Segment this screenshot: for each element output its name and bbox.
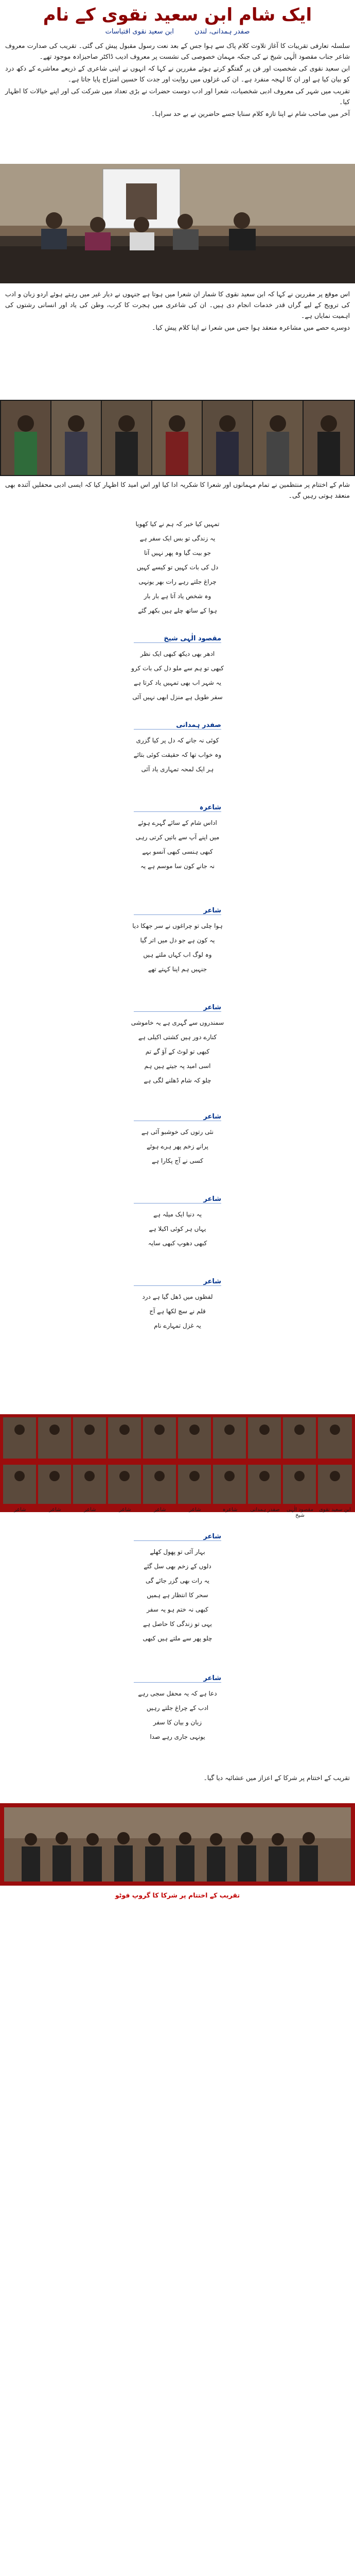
poem-line: ہر ایک لمحہ تمہاری یاد آئی (141, 766, 214, 773)
poem-line: کبھی نہ ختم ہو یہ سفر (147, 1606, 208, 1613)
speakers-grid-photo (0, 1414, 355, 1512)
poem-line: اسی امید پہ جیتے ہیں ہم (144, 1062, 211, 1070)
intro-paragraph: آخر میں صاحب شام نے اپنا تازہ کلام سنایا جسے حاضرین نے بے حد سراہا۔ (151, 110, 350, 117)
poem-line: یہاں ہر کوئی اکیلا ہے (149, 1225, 206, 1232)
poem-line: کبھی ہنسی کبھی آنسو بہے (142, 848, 213, 855)
poem-line: سحر کا انتظار ہے ہمیں (147, 1591, 208, 1599)
closing-paragraph: تقریب کے اختتام پر شرکا کے اعزاز میں عشائیہ دیا گیا۔ (203, 1774, 350, 1782)
poem-line: کنارے دور ہیں کشتی اکیلی ہے (138, 1033, 217, 1041)
poem-line: نئی رتوں کی خوشبو آئی ہے (141, 1128, 214, 1136)
intro-paragraph: تقریب میں شہر کی معروف ادبی شخصیات، شعرا اور ادب دوست حضرات نے بڑی تعداد میں شرکت کی اور اپنے خیالات کا اظہار کیا۔ (5, 87, 350, 106)
poem-line: ہوا کے ساتھ چلے ہیں بکھر گئے (138, 607, 217, 614)
poem-line: دلوں کے زخم بھی سل گئے (144, 1563, 211, 1570)
page-title: ایک شام ابن سعید نقوی کے نام (43, 5, 312, 25)
poet-name: شاعر (134, 1004, 221, 1012)
poet-name: شاعر (134, 1195, 221, 1204)
poem-line: لفظوں میں ڈھل گیا ہے درد (142, 1293, 213, 1300)
intro-paragraph: سلسلہ تعارفی تقریبات کا آغاز تلاوت کلام پاک سے ہوا جس کے بعد نعت رسول مقبول پیش کی گئی۔ تقریب کی صدارت معروف شاعر جناب مقصود الٰہی شیخ نے کی جبکہ مہمان خصوصی کی نشست پر معروف ادیب ڈاکٹر صاحبزادہ موجود تھے۔ (5, 42, 350, 60)
poem-line: سمندروں سے گہری ہے یہ خاموشی (131, 1019, 224, 1026)
group-photo-caption-wrap (5, 1890, 350, 1901)
strip-label: شاعر (49, 1507, 61, 1513)
poem-line: وہ لوگ اب کہاں ملتے ہیں (143, 951, 212, 958)
poem-line: چلو کہ شام ڈھلنے لگی ہے (144, 1077, 211, 1084)
poem-line: نہ جانے کون سا موسم ہے یہ (140, 862, 215, 870)
poem-line: کوئی نہ جانے کہ دل پر کیا گزری (136, 737, 219, 744)
strip-label: شاعر (84, 1507, 96, 1513)
poem-line: سفر طویل ہے منزل ابھی نہیں آئی (132, 693, 223, 701)
poem-line: وہ خواب تھا کہ حقیقت کوئی بتائے (133, 751, 222, 758)
strip-label: شاعر (14, 1507, 26, 1513)
speakers-strip-illustration (0, 400, 355, 476)
mid-text (5, 289, 350, 333)
poem-line: یہ زندگی تو بس ایک سفر ہے (139, 535, 216, 542)
strip-label: شاعر (189, 1507, 201, 1513)
poet-name: شاعر (134, 1533, 221, 1541)
poet-name: شاعرہ (134, 804, 221, 812)
group-photo-caption: تقریب کے اختتام پر شرکا کا گروپ فوٹو (115, 1891, 240, 1899)
poem-line: چلو پھر سے ملتے ہیں کبھی (143, 1635, 212, 1642)
poem-line: ہوا چلی تو چراغوں نے سر جھکا دیا (132, 922, 223, 929)
group-photo-illustration (0, 1803, 355, 1886)
poem-line: کبھی تو ہم سے ملو دل کی بات کرو (131, 665, 224, 672)
speakers-strip-photo (0, 400, 355, 476)
poem-line: قلم نے سچ لکھا ہے آج (149, 1308, 206, 1315)
poet-name: شاعر (134, 1674, 221, 1683)
strip-label: شاعرہ (222, 1507, 238, 1513)
title-wrap (0, 4, 355, 25)
intro-paragraph: ابن سعید نقوی کی شخصیت اور فن پر گفتگو کرتے ہوئے مقررین نے کہا کہ انہوں نے اپنی شاعری کے ذریعے معاشرے کے دکھ درد کو بیان کیا ہے اور ان کا لہجہ منفرد ہے۔ ان کی غزلوں میں روایت اور جدت کا حسین امتزاج پایا جاتا ہے۔ (5, 64, 350, 83)
byline-left: ابن سعید نقوی اقتباسات (105, 28, 174, 36)
mid-paragraph: دوسرے حصے میں مشاعرہ منعقد ہوا جس میں شعرا نے اپنا کلام پیش کیا۔ (152, 324, 350, 331)
poem-line: یونہی جاری رہے صدا (150, 1733, 205, 1740)
strip-label: مقصود الٰہی شیخ (287, 1507, 313, 1518)
poet-name: مقصود الٰہی شیخ (134, 635, 221, 643)
poem-line: کسی نے آج پکارا ہے (152, 1157, 203, 1164)
poet-name: شاعر (134, 907, 221, 915)
byline-right: صفدر ہمدانی، لندن (194, 28, 250, 36)
intro-text (5, 40, 350, 119)
group-photo (0, 1803, 355, 1886)
poet-name: شاعر (134, 1278, 221, 1286)
poem-line: یہ غزل تمہارے نام (154, 1322, 201, 1329)
poem-line: جو بیت گیا وہ پھر نہیں آتا (144, 549, 211, 556)
poem-line: ادھر بھی دیکھ کبھی ایک نظر (140, 650, 215, 657)
poem-line: تمہیں کیا خبر کہ ہم نے کیا کھویا (135, 520, 220, 528)
poem-line: اداس شام کے سائے گہرے ہوئے (138, 819, 217, 826)
poem-line: یہ کون ہے جو دل میں اتر گیا (140, 937, 215, 944)
panel-photo (0, 164, 355, 283)
poem-line: دل کی بات کہیں تو کیسے کہیں (136, 564, 219, 571)
poem-line: چراغ جلتے رہے رات بھر یونہی (138, 578, 217, 585)
late-paragraph: شام کے اختتام پر منتظمین نے تمام مہمانوں اور شعرا کا شکریہ ادا کیا اور اس امید کا اظہار کیا کہ ایسی ادبی محفلیں آئندہ بھی منعقد ہوتی رہیں گی۔ (5, 481, 350, 499)
late-text (5, 479, 350, 501)
strip-label: شاعر (154, 1507, 166, 1513)
strip-label: صفدر ہمدانی (250, 1507, 280, 1513)
panel-photo-illustration (0, 164, 355, 283)
poem-line: ادب کے چراغ جلتے رہیں (146, 1704, 209, 1711)
poem-line: وہ شخص یاد آتا ہے بار بار (144, 592, 211, 600)
poem-line: کبھی تو لوٹ کے آؤ گے تم (145, 1048, 210, 1055)
speakers-grid-illustration (0, 1414, 355, 1512)
mid-paragraph: اس موقع پر مقررین نے کہا کہ ابن سعید نقوی کا شمار ان شعرا میں ہوتا ہے جنہوں نے دیار غیر میں رہتے ہوئے اردو زبان و ادب کی ترویج کے لیے گراں قدر خدمات انجام دی ہیں۔ ان کی شاعری میں ہجرت کا کرب، وطن کی یاد اور انسانی رشتوں کی اہمیت نمایاں ہے۔ (5, 290, 350, 319)
poem-line: جنہیں ہم اپنا کہتے تھے (148, 965, 207, 973)
poem-line: دعا ہے کہ یہ محفل سجی رہے (138, 1690, 217, 1697)
poet-name: صفدر ہمدانی (134, 721, 221, 730)
strip-label: ابن سعید نقوی (319, 1507, 351, 1513)
byline (0, 28, 355, 36)
poem-line: یہ رات بھی گزر جائے گی (145, 1577, 210, 1584)
poem-line: یہ شہر اب بھی تمہیں یاد کرتا ہے (133, 679, 222, 686)
closing-text (5, 1772, 350, 1783)
poet-name: شاعر (134, 1113, 221, 1121)
poem-line: یہ دنیا ایک میلہ ہے (153, 1211, 202, 1218)
poem-line: یہی تو زندگی کا حاصل ہے (143, 1620, 212, 1628)
strip-label: شاعر (119, 1507, 131, 1513)
poem-line: پرانے زخم پھر ہرے ہوئے (147, 1143, 208, 1150)
poem-line: میں اپنے آپ سے باتیں کرتی رہی (135, 834, 220, 841)
poem-line: بہار آئی تو پھول کھلے (150, 1548, 205, 1555)
poem-line: زبان و بیان کا سفر (153, 1719, 202, 1726)
poem-line: کبھی دھوپ کبھی سایہ (148, 1240, 207, 1247)
